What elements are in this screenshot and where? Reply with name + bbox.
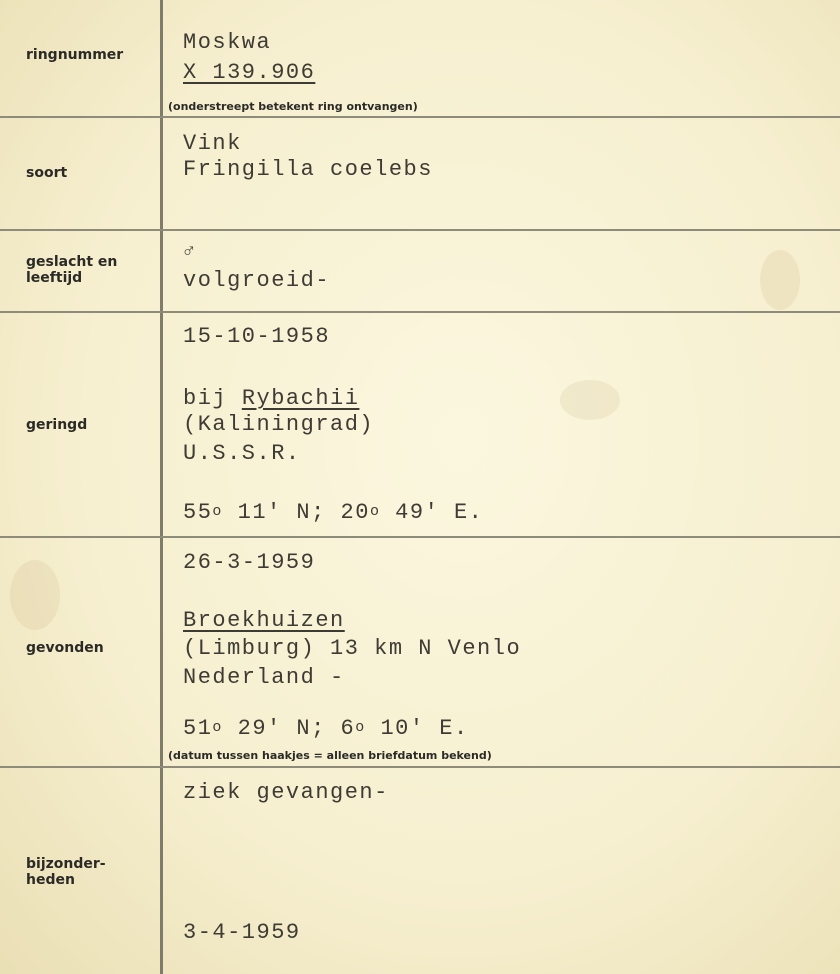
lat-deg: 51 [183,716,213,741]
species-latin: Fringilla coelebs [183,157,433,182]
row-divider [0,766,840,768]
lat-deg: 55 [183,500,213,525]
lon-deg: 20 [340,500,370,525]
stain [10,560,60,630]
label-line: heden [26,872,75,888]
lon-deg: 6 [340,716,356,741]
ring-note: (onderstreept betekent ring ontvangen) [168,100,418,113]
label-geringd: geringd [26,417,88,433]
row-divider [0,311,840,313]
ringing-place: Rybachii [241,386,360,411]
ringing-region: (Kaliningrad) [183,412,375,437]
label-gevonden: gevonden [26,640,104,656]
ringing-date: 15-10-1958 [183,324,331,349]
row-divider [0,116,840,118]
lat-rest: 11' N; [222,500,341,525]
stain [760,250,800,310]
found-country: Nederland - [183,665,345,690]
lon-rest: 10' E. [365,716,469,741]
found-place: Broekhuizen [183,608,345,633]
male-symbol: ♂ [183,240,197,263]
ring-scheme: Moskwa [183,30,272,55]
label-line: bijzonder- [26,856,106,872]
found-region: (Limburg) [183,636,316,661]
row-divider [0,229,840,231]
ring-number: X 139.906 [183,60,316,85]
remarks-date: 3-4-1959 [183,920,301,945]
species-dutch: Vink [183,131,242,156]
ringing-coordinates: 55$^o$ 11' N; 20$^o$ 49' E. [183,500,484,525]
stain [560,380,620,420]
age: volgroeid- [183,268,331,293]
ringing-country: U.S.S.R. [183,441,301,466]
ringing-bij: bij [183,386,228,411]
found-note: (datum tussen haakjes = alleen briefdatum bekend) [168,749,492,762]
label-line: leeftijd [26,270,83,286]
found-region-line [183,636,521,661]
lon-rest: 49' E. [380,500,484,525]
found-date: 26-3-1959 [183,550,316,575]
label-soort: soort [26,165,68,181]
row-divider [0,536,840,538]
ringing-place-line [183,386,359,411]
remarks: ziek gevangen- [183,780,389,805]
found-distance: 13 km N Venlo [315,636,522,661]
found-coordinates: 51$^o$ 29' N; 6$^o$ 10' E. [183,716,469,741]
label-geslacht-en-leeftijd [26,254,117,286]
label-bijzonderheden [26,856,106,888]
column-divider [160,0,163,974]
label-line: geslacht en [26,254,118,270]
lat-rest: 29' N; [222,716,341,741]
label-ringnummer: ringnummer [26,47,124,63]
